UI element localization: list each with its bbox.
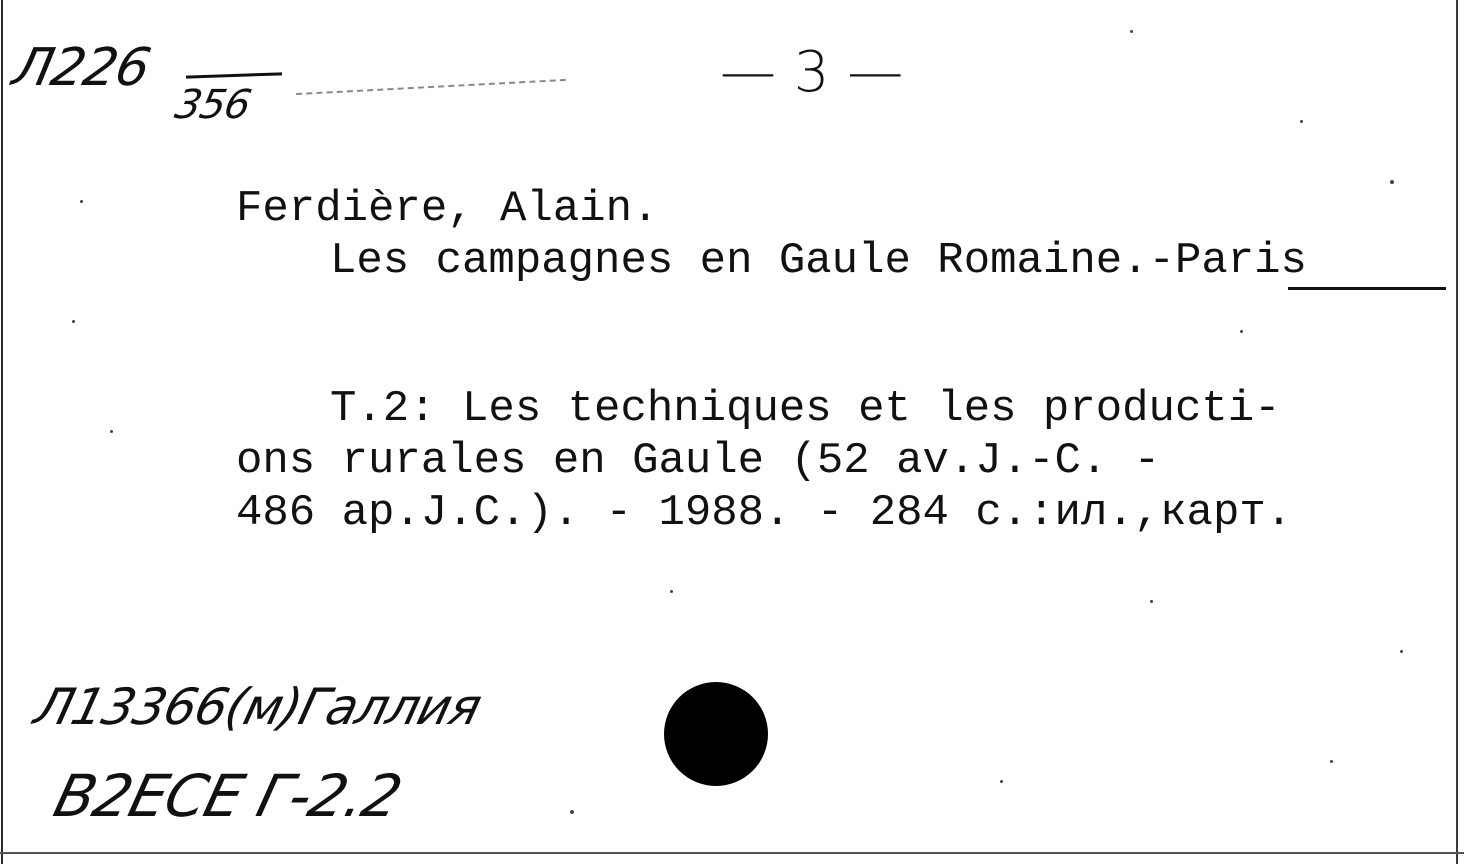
speck [80, 200, 83, 203]
speck [1400, 650, 1403, 653]
author-heading: Ferdière, Alain. [236, 184, 659, 234]
volume-line-2: ons rurales en Gaule (52 av.J.-C. - [236, 436, 1161, 486]
punch-hole [664, 682, 768, 786]
card-bottom-edge [0, 852, 1464, 854]
fraction-bar [186, 72, 282, 78]
page-number: — 3 — [720, 40, 904, 105]
speck [1300, 120, 1303, 123]
speck [1330, 760, 1333, 763]
speck [1240, 330, 1243, 333]
place-underline [1288, 287, 1446, 290]
card-left-edge [1, 0, 3, 864]
speck [72, 320, 75, 323]
handwritten-call-number: Л13366(м)Галлия [28, 678, 487, 736]
volume-line-3: 486 ap.J.C.). - 1988. - 284 c.:ил.,карт. [236, 488, 1293, 538]
speck [670, 590, 673, 593]
title-main: Les campagnes en Gaule Romaine.- [330, 236, 1175, 286]
speck [110, 430, 113, 433]
speck [1150, 600, 1153, 603]
volume-line-1: T.2: Les techniques et les producti- [330, 384, 1281, 434]
speck [1390, 180, 1394, 184]
dashed-guide-line [296, 79, 566, 95]
speck [1130, 30, 1133, 33]
handwritten-shelfmark-sub: 356 [171, 82, 255, 128]
speck [1000, 780, 1003, 783]
handwritten-classification: В2ЕСЕ Г-2.2 [47, 762, 408, 830]
handwritten-shelfmark: Л226 [7, 38, 155, 98]
title-line [330, 236, 1307, 286]
publication-place: Paris [1174, 236, 1307, 286]
speck [570, 810, 574, 814]
card-right-edge [1456, 0, 1458, 864]
